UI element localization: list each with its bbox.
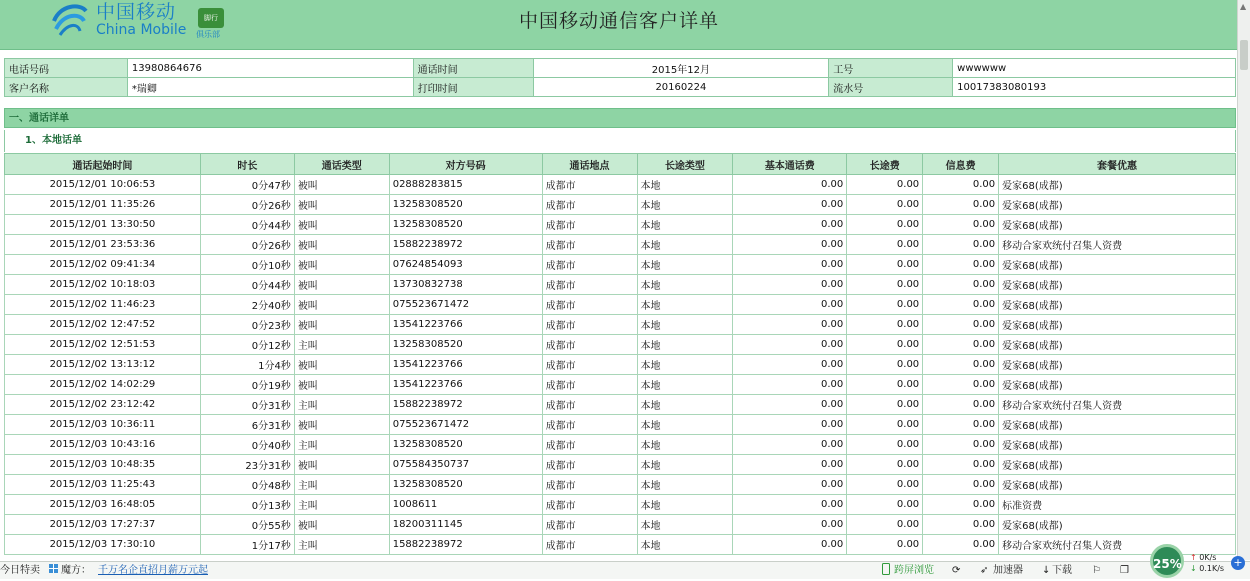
info-row: [5, 59, 1236, 78]
cell-start-time: 2015/12/02 23:12:42: [5, 395, 201, 415]
cell-duration: 0分13秒: [200, 495, 294, 515]
cell-other-number: 13730832738: [389, 275, 542, 295]
cell-long-distance-fee: 0.00: [847, 535, 923, 555]
cell-plan-discount: 爱家68(成都): [999, 255, 1236, 275]
cell-call-type: 被叫: [294, 515, 389, 535]
cell-start-time: 2015/12/01 23:53:36: [5, 235, 201, 255]
cell-plan-discount: 爱家68(成都): [999, 175, 1236, 195]
cell-call-type: 被叫: [294, 215, 389, 235]
print-time-value: 20160224: [533, 78, 829, 97]
cell-basic-fee: 0.00: [733, 455, 847, 475]
page-icon[interactable]: ❐: [1120, 565, 1129, 576]
cell-location: 成都市: [542, 435, 637, 455]
cell-info-fee: 0.00: [923, 235, 999, 255]
cell-other-number: 15882238972: [389, 535, 542, 555]
phone-icon: [882, 562, 890, 579]
cell-long-distance-fee: 0.00: [847, 395, 923, 415]
cell-long-distance-fee: 0.00: [847, 195, 923, 215]
scroll-thumb[interactable]: [1240, 40, 1248, 70]
cell-start-time: 2015/12/02 14:02:29: [5, 375, 201, 395]
cell-info-fee: 0.00: [923, 415, 999, 435]
call-detail-table: [4, 153, 1236, 555]
cell-basic-fee: 0.00: [733, 435, 847, 455]
cell-long-distance-type: 本地: [637, 495, 733, 515]
cell-location: 成都市: [542, 335, 637, 355]
cell-call-type: 被叫: [294, 315, 389, 335]
cell-location: 成都市: [542, 455, 637, 475]
table-row: [5, 475, 1236, 495]
cell-other-number: 15882238972: [389, 395, 542, 415]
cell-plan-discount: 爱家68(成都): [999, 295, 1236, 315]
download-speed: 0.1K/s: [1199, 564, 1225, 573]
cell-basic-fee: 0.00: [733, 335, 847, 355]
cell-info-fee: 0.00: [923, 435, 999, 455]
table-row: [5, 375, 1236, 395]
table-row: [5, 495, 1236, 515]
cell-call-type: 被叫: [294, 295, 389, 315]
vertical-scrollbar[interactable]: [1237, 0, 1250, 560]
call-period-label: 通话时间: [413, 59, 533, 78]
cell-long-distance-type: 本地: [637, 175, 733, 195]
cell-call-type: 主叫: [294, 335, 389, 355]
cell-basic-fee: 0.00: [733, 355, 847, 375]
cell-other-number: 075584350737: [389, 455, 542, 475]
cell-long-distance-type: 本地: [637, 415, 733, 435]
cell-duration: 0分19秒: [200, 375, 294, 395]
cell-call-type: 主叫: [294, 535, 389, 555]
table-row: [5, 235, 1236, 255]
accelerator-button[interactable]: 加速器: [993, 565, 1023, 576]
table-row: [5, 295, 1236, 315]
cell-other-number: 13258308520: [389, 215, 542, 235]
cell-basic-fee: 0.00: [733, 295, 847, 315]
flag-icon[interactable]: ⚐: [1092, 565, 1101, 576]
cell-info-fee: 0.00: [923, 355, 999, 375]
cell-long-distance-type: 本地: [637, 215, 733, 235]
table-row: [5, 455, 1236, 475]
cell-long-distance-type: 本地: [637, 295, 733, 315]
cell-duration: 0分40秒: [200, 435, 294, 455]
table-row: [5, 175, 1236, 195]
cell-plan-discount: 移动合家欢统付召集人资费: [999, 235, 1236, 255]
phone-label: 电话号码: [5, 59, 128, 78]
cell-location: 成都市: [542, 475, 637, 495]
cell-long-distance-type: 本地: [637, 535, 733, 555]
logo-cn-text: 中国移动: [96, 0, 177, 23]
cell-duration: 0分26秒: [200, 235, 294, 255]
cell-basic-fee: 0.00: [733, 395, 847, 415]
cell-long-distance-type: 本地: [637, 255, 733, 275]
table-row: [5, 215, 1236, 235]
cell-other-number: 075523671472: [389, 415, 542, 435]
cell-duration: 0分12秒: [200, 335, 294, 355]
download-button[interactable]: 下载: [1052, 565, 1072, 576]
scroll-up-icon[interactable]: ▲: [1240, 2, 1247, 11]
cell-long-distance-fee: 0.00: [847, 435, 923, 455]
col-header-other-number: 对方号码: [389, 154, 542, 175]
download-arrow-icon: ↓: [1190, 564, 1197, 573]
cell-plan-discount: 爱家68(成都): [999, 215, 1236, 235]
cell-location: 成都市: [542, 495, 637, 515]
cell-other-number: 18200311145: [389, 515, 542, 535]
cell-start-time: 2015/12/02 09:41:34: [5, 255, 201, 275]
cell-start-time: 2015/12/03 17:27:37: [5, 515, 201, 535]
cell-other-number: 07624854093: [389, 255, 542, 275]
cell-plan-discount: 爱家68(成都): [999, 515, 1236, 535]
cell-duration: 6分31秒: [200, 415, 294, 435]
cell-start-time: 2015/12/01 10:06:53: [5, 175, 201, 195]
cell-location: 成都市: [542, 395, 637, 415]
cell-basic-fee: 0.00: [733, 215, 847, 235]
cell-basic-fee: 0.00: [733, 275, 847, 295]
cell-info-fee: 0.00: [923, 535, 999, 555]
cell-info-fee: 0.00: [923, 315, 999, 335]
cell-duration: 0分10秒: [200, 255, 294, 275]
split-view-button[interactable]: 跨屏浏览: [894, 565, 934, 576]
table-header-row: [5, 154, 1236, 175]
cell-plan-discount: 爱家68(成都): [999, 195, 1236, 215]
cell-start-time: 2015/12/02 13:13:12: [5, 355, 201, 375]
page-header: [0, 0, 1238, 50]
cell-long-distance-fee: 0.00: [847, 455, 923, 475]
cell-long-distance-type: 本地: [637, 395, 733, 415]
cell-call-type: 被叫: [294, 255, 389, 275]
cell-call-type: 被叫: [294, 355, 389, 375]
magic-cube-label: 魔方：: [61, 565, 91, 576]
cell-other-number: 13258308520: [389, 335, 542, 355]
cell-duration: 0分44秒: [200, 215, 294, 235]
table-row: [5, 395, 1236, 415]
staff-id-label: 工号: [829, 59, 953, 78]
cell-call-type: 主叫: [294, 495, 389, 515]
cell-location: 成都市: [542, 195, 637, 215]
cell-basic-fee: 0.00: [733, 315, 847, 335]
logo-en-text: China Mobile: [96, 21, 187, 38]
cell-long-distance-fee: 0.00: [847, 515, 923, 535]
table-row: [5, 335, 1236, 355]
cell-start-time: 2015/12/02 12:47:52: [5, 315, 201, 335]
table-row: [5, 195, 1236, 215]
cell-info-fee: 0.00: [923, 275, 999, 295]
cell-other-number: 1008611: [389, 495, 542, 515]
cell-long-distance-fee: 0.00: [847, 255, 923, 275]
table-row: [5, 255, 1236, 275]
print-time-label: 打印时间: [413, 78, 533, 97]
table-row: [5, 315, 1236, 335]
magic-cube-icon: [48, 562, 59, 579]
cell-other-number: 13541223766: [389, 355, 542, 375]
cell-info-fee: 0.00: [923, 475, 999, 495]
cell-plan-discount: 爱家68(成都): [999, 275, 1236, 295]
call-detail-body: [5, 175, 1236, 555]
cell-start-time: 2015/12/01 13:30:50: [5, 215, 201, 235]
call-period-value: 2015年12月: [533, 59, 829, 78]
cell-info-fee: 0.00: [923, 495, 999, 515]
cell-start-time: 2015/12/03 10:36:11: [5, 415, 201, 435]
cell-long-distance-fee: 0.00: [847, 315, 923, 335]
customer-name-value: *瑞卿: [127, 78, 413, 97]
cell-info-fee: 0.00: [923, 175, 999, 195]
table-row: [5, 515, 1236, 535]
cell-location: 成都市: [542, 315, 637, 335]
cell-other-number: 15882238972: [389, 235, 542, 255]
cell-info-fee: 0.00: [923, 335, 999, 355]
cell-location: 成都市: [542, 355, 637, 375]
cell-location: 成都市: [542, 415, 637, 435]
table-row: [5, 535, 1236, 555]
cell-plan-discount: 爱家68(成都): [999, 315, 1236, 335]
daily-deals-text[interactable]: 今日特卖: [0, 565, 40, 576]
cell-info-fee: 0.00: [923, 395, 999, 415]
col-header-basic-fee: 基本通话费: [733, 154, 847, 175]
cell-call-type: 被叫: [294, 175, 389, 195]
cell-location: 成都市: [542, 375, 637, 395]
cell-location: 成都市: [542, 215, 637, 235]
cell-other-number: 13258308520: [389, 475, 542, 495]
cell-long-distance-fee: 0.00: [847, 375, 923, 395]
cell-call-type: 被叫: [294, 455, 389, 475]
cell-basic-fee: 0.00: [733, 415, 847, 435]
cell-duration: 1分17秒: [200, 535, 294, 555]
table-row: [5, 435, 1236, 455]
cell-location: 成都市: [542, 175, 637, 195]
cell-duration: 0分31秒: [200, 395, 294, 415]
table-row: [5, 275, 1236, 295]
table-row: [5, 355, 1236, 375]
cell-plan-discount: 爱家68(成都): [999, 455, 1236, 475]
cell-plan-discount: 标准资费: [999, 495, 1236, 515]
cell-duration: 0分48秒: [200, 475, 294, 495]
network-speed: [1190, 552, 1224, 574]
cell-long-distance-type: 本地: [637, 475, 733, 495]
cell-other-number: 13258308520: [389, 195, 542, 215]
col-header-long-distance-fee: 长途费: [847, 154, 923, 175]
cell-long-distance-fee: 0.00: [847, 495, 923, 515]
subsection-local-calls: 1、本地话单: [4, 130, 1236, 152]
cell-long-distance-fee: 0.00: [847, 175, 923, 195]
col-header-call-type: 通话类型: [294, 154, 389, 175]
cell-duration: 0分55秒: [200, 515, 294, 535]
cell-plan-discount: 爱家68(成都): [999, 415, 1236, 435]
cell-call-type: 被叫: [294, 375, 389, 395]
cell-info-fee: 0.00: [923, 455, 999, 475]
staff-id-value: wwwwww: [953, 59, 1236, 78]
cell-long-distance-fee: 0.00: [847, 215, 923, 235]
cell-basic-fee: 0.00: [733, 375, 847, 395]
refresh-icon[interactable]: ⟳: [952, 565, 961, 576]
page-title: 中国移动通信客户详单: [518, 10, 719, 32]
cell-long-distance-fee: 0.00: [847, 275, 923, 295]
cell-start-time: 2015/12/03 11:25:43: [5, 475, 201, 495]
cell-other-number: 075523671472: [389, 295, 542, 315]
cell-location: 成都市: [542, 255, 637, 275]
cell-basic-fee: 0.00: [733, 475, 847, 495]
cell-duration: 0分44秒: [200, 275, 294, 295]
plus-icon[interactable]: +: [1231, 556, 1245, 570]
cell-long-distance-type: 本地: [637, 355, 733, 375]
col-header-plan-discount: 套餐优惠: [999, 154, 1236, 175]
cell-info-fee: 0.00: [923, 375, 999, 395]
cell-plan-discount: 移动合家欢统付召集人资费: [999, 395, 1236, 415]
customer-info-table: [4, 58, 1236, 97]
club-label: 俱乐部: [196, 30, 220, 39]
info-row: [5, 78, 1236, 97]
serial-number-value: 10017383080193: [953, 78, 1236, 97]
cell-call-type: 主叫: [294, 395, 389, 415]
cell-long-distance-type: 本地: [637, 275, 733, 295]
cell-call-type: 被叫: [294, 415, 389, 435]
cell-other-number: 02888283815: [389, 175, 542, 195]
cell-other-number: 13258308520: [389, 435, 542, 455]
cell-start-time: 2015/12/02 10:18:03: [5, 275, 201, 295]
cell-long-distance-fee: 0.00: [847, 335, 923, 355]
col-header-location: 通话地点: [542, 154, 637, 175]
cell-location: 成都市: [542, 515, 637, 535]
cell-plan-discount: 爱家68(成都): [999, 435, 1236, 455]
cell-duration: 0分47秒: [200, 175, 294, 195]
serial-number-label: 流水号: [829, 78, 953, 97]
cell-long-distance-type: 本地: [637, 315, 733, 335]
cell-basic-fee: 0.00: [733, 515, 847, 535]
cell-start-time: 2015/12/02 12:51:53: [5, 335, 201, 355]
cell-basic-fee: 0.00: [733, 175, 847, 195]
cell-info-fee: 0.00: [923, 295, 999, 315]
cell-other-number: 13541223766: [389, 375, 542, 395]
cell-info-fee: 0.00: [923, 255, 999, 275]
cell-location: 成都市: [542, 275, 637, 295]
cell-plan-discount: 爱家68(成都): [999, 475, 1236, 495]
cell-basic-fee: 0.00: [733, 235, 847, 255]
cell-long-distance-fee: 0.00: [847, 235, 923, 255]
cell-duration: 0分23秒: [200, 315, 294, 335]
cell-long-distance-fee: 0.00: [847, 295, 923, 315]
cell-location: 成都市: [542, 295, 637, 315]
col-header-duration: 时长: [200, 154, 294, 175]
cell-start-time: 2015/12/03 10:48:35: [5, 455, 201, 475]
cell-basic-fee: 0.00: [733, 495, 847, 515]
cell-long-distance-fee: 0.00: [847, 415, 923, 435]
cell-info-fee: 0.00: [923, 215, 999, 235]
phone-value: 13980864676: [127, 59, 413, 78]
cell-long-distance-type: 本地: [637, 455, 733, 475]
cell-long-distance-type: 本地: [637, 195, 733, 215]
job-ad-link[interactable]: 千万名企直招月薪万元起: [98, 565, 208, 576]
cell-long-distance-fee: 0.00: [847, 355, 923, 375]
cell-start-time: 2015/12/03 17:30:10: [5, 535, 201, 555]
cell-info-fee: 0.00: [923, 195, 999, 215]
cell-long-distance-type: 本地: [637, 335, 733, 355]
cell-plan-discount: 移动合家欢统付召集人资费: [999, 535, 1236, 555]
cell-duration: 1分4秒: [200, 355, 294, 375]
cell-long-distance-type: 本地: [637, 435, 733, 455]
col-header-long-distance-type: 长途类型: [637, 154, 733, 175]
cell-long-distance-type: 本地: [637, 515, 733, 535]
cell-plan-discount: 爱家68(成都): [999, 355, 1236, 375]
cell-call-type: 主叫: [294, 435, 389, 455]
cell-call-type: 被叫: [294, 275, 389, 295]
cell-duration: 23分31秒: [200, 455, 294, 475]
memory-gauge[interactable]: 25%: [1150, 544, 1184, 578]
cell-start-time: 2015/12/03 16:48:05: [5, 495, 201, 515]
cell-call-type: 被叫: [294, 235, 389, 255]
cell-start-time: 2015/12/03 10:43:16: [5, 435, 201, 455]
cell-location: 成都市: [542, 535, 637, 555]
cell-duration: 0分26秒: [200, 195, 294, 215]
cell-call-type: 主叫: [294, 475, 389, 495]
upload-speed: 0K/s: [1199, 553, 1217, 562]
rocket-icon: ➶: [980, 565, 989, 576]
cell-plan-discount: 爱家68(成都): [999, 335, 1236, 355]
cell-start-time: 2015/12/01 11:35:26: [5, 195, 201, 215]
cell-location: 成都市: [542, 235, 637, 255]
section-call-details: 一、通话详单: [4, 108, 1236, 128]
col-header-info-fee: 信息费: [923, 154, 999, 175]
browser-status-bar: [0, 561, 1250, 579]
cell-plan-discount: 爱家68(成都): [999, 375, 1236, 395]
upload-arrow-icon: ↑: [1190, 553, 1197, 562]
cell-basic-fee: 0.00: [733, 255, 847, 275]
cell-start-time: 2015/12/02 11:46:23: [5, 295, 201, 315]
customer-name-label: 客户名称: [5, 78, 128, 97]
cell-basic-fee: 0.00: [733, 195, 847, 215]
club-badge: 脚行: [198, 8, 224, 28]
cell-duration: 2分40秒: [200, 295, 294, 315]
download-icon: ↓: [1042, 565, 1051, 576]
col-header-start-time: 通话起始时间: [5, 154, 201, 175]
cell-info-fee: 0.00: [923, 515, 999, 535]
cell-other-number: 13541223766: [389, 315, 542, 335]
cell-long-distance-type: 本地: [637, 235, 733, 255]
cell-call-type: 被叫: [294, 195, 389, 215]
table-row: [5, 415, 1236, 435]
cell-long-distance-fee: 0.00: [847, 475, 923, 495]
cell-basic-fee: 0.00: [733, 535, 847, 555]
cell-long-distance-type: 本地: [637, 375, 733, 395]
